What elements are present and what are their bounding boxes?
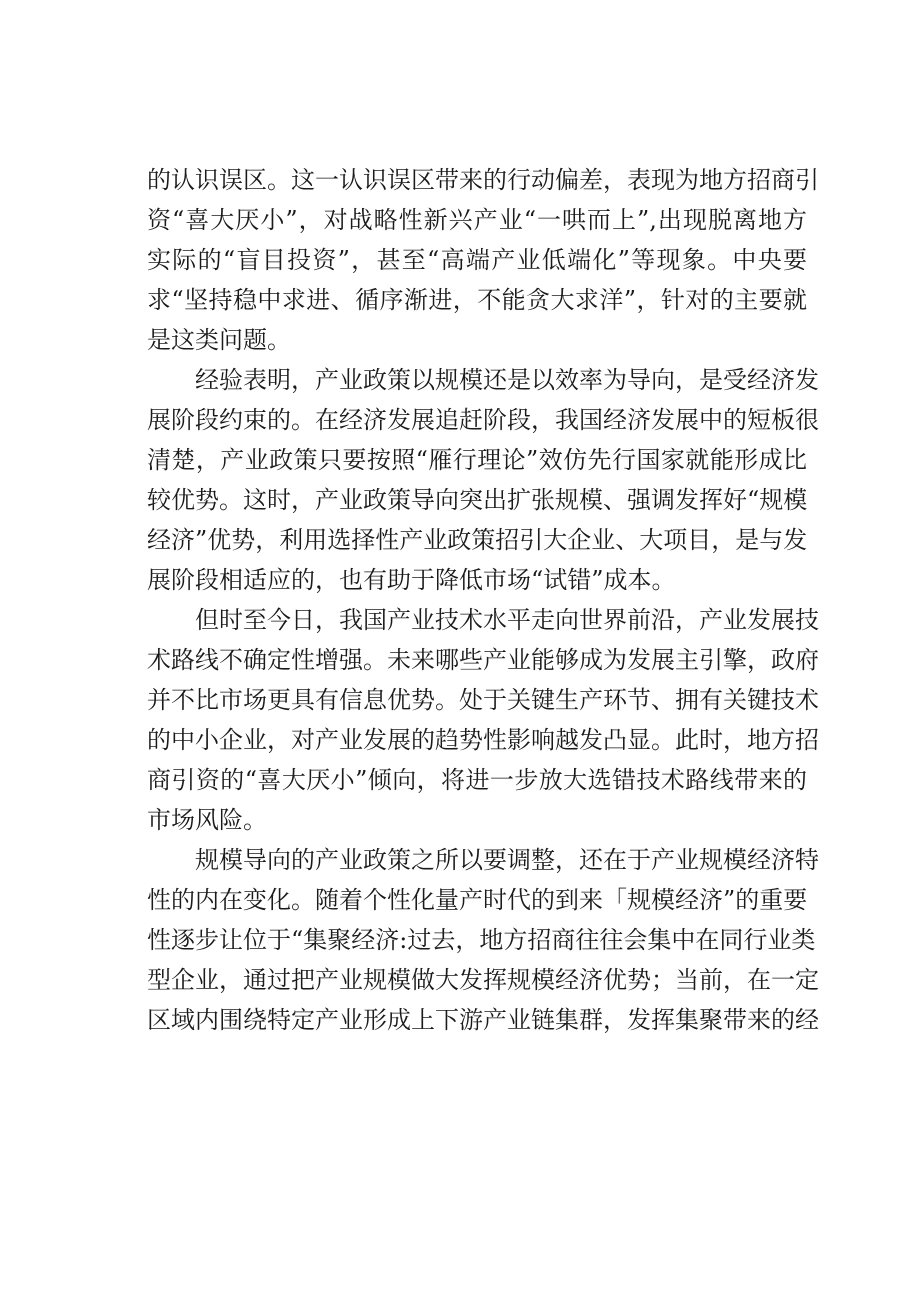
text-line: 展阶段约束的。在经济发展追赶阶段，我国经济发展中的短板很 <box>147 406 819 434</box>
text-line: 并不比市场更具有信息优势。处于关键生产环节、拥有关键技术 <box>147 686 819 714</box>
text-line: 资“喜大厌小”，对战略性新兴产业“一哄而上”,出现脱离地方 <box>147 206 807 234</box>
text-line: 型企业，通过把产业规模做大发挥规模经济优势；当前，在一定 <box>147 966 819 994</box>
text-line: 市场风险。 <box>147 806 267 834</box>
text-line: 术路线不确定性增强。未来哪些产业能够成为发展主引擎，政府 <box>147 646 819 674</box>
text-line: 性逐步让位于“集聚经济:过去，地方招商往往会集中在同行业类 <box>147 926 816 954</box>
text-line: 但时至今日，我国产业技术水平走向世界前沿，产业发展技 <box>195 606 819 634</box>
text-line: 清楚，产业政策只要按照“雁行理论”效仿先行国家就能形成比 <box>147 446 807 474</box>
text-line: 展阶段相适应的，也有助于降低市场“试错”成本。 <box>147 566 676 594</box>
text-line: 求“坚持稳中求进、循序渐进，不能贪大求洋”，针对的主要就 <box>147 286 807 314</box>
text-line: 较优势。这时，产业政策导向突出扩张规模、强调发挥好“规模 <box>147 486 808 514</box>
text-line: 性的内在变化。随着个性化量产时代的到来「规模经济”的重要 <box>147 886 808 914</box>
body-text <box>147 160 819 1040</box>
text-line: 商引资的“喜大厌小”倾向，将进一步放大选错技术路线带来的 <box>147 766 807 794</box>
text-line: 经验表明，产业政策以规模还是以效率为导向，是受经济发 <box>195 366 819 394</box>
text-line: 区域内围绕特定产业形成上下游产业链集群，发挥集聚带来的经 <box>147 1006 819 1034</box>
text-line: 是这类问题。 <box>147 326 291 354</box>
text-line: 的认识误区。这一认识误区带来的行动偏差，表现为地方招商引 <box>147 166 819 194</box>
text-line: 实际的“盲目投资”，甚至“高端产业低端化”等现象。中央要 <box>147 246 807 274</box>
text-line: 规模导向的产业政策之所以要调整，还在于产业规模经济特 <box>195 846 819 874</box>
text-line: 的中小企业，对产业发展的趋势性影响越发凸显。此时，地方招 <box>147 726 819 754</box>
text-line: 经济”优势，利用选择性产业政策招引大企业、大项目，是与发 <box>147 526 808 554</box>
